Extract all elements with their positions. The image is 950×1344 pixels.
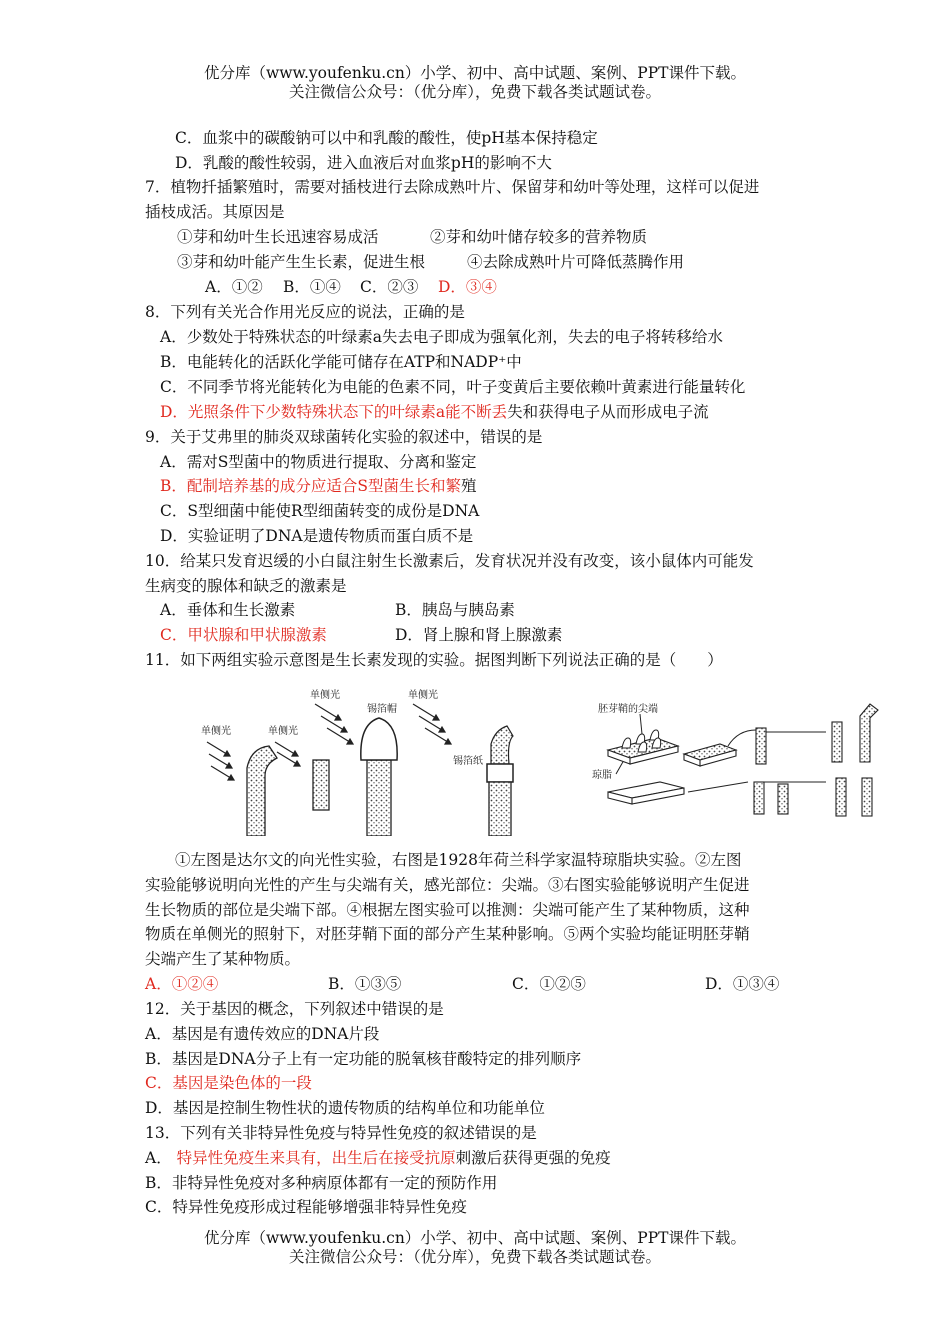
q11-para-line-3: 生长物质的部位是尖端下部。④根据左图实验可以推测：尖端可能产生了某种物质，这种	[145, 901, 750, 919]
q9-option-b	[160, 476, 477, 496]
q13-option-a-label: A．	[145, 1149, 172, 1167]
light-arrows-2	[275, 742, 300, 766]
q11-stem: 11．如下两组实验示意图是生长素发现的实验。据图判断下列说法正确的是（ ）	[145, 651, 723, 669]
q7-option-b: B．①④	[283, 278, 341, 296]
q6-option-d: D．乳酸的酸性较弱，进入血液后对血浆pH的影响不大	[175, 154, 552, 172]
q13-option-a-rest: 刺激后获得更强的免疫	[455, 1149, 611, 1167]
went-experiment-figure	[588, 700, 888, 820]
q11-option-d: D．①③④	[705, 975, 780, 993]
light-label-4: 单侧光	[408, 690, 438, 701]
q9-stem: 9．关于艾弗里的肺炎双球菌转化实验的叙述中，错误的是	[145, 428, 543, 446]
coleoptile-bent	[247, 746, 277, 836]
page-header	[0, 64, 950, 102]
footer-line-2: 关注微信公众号：（优分库），免费下载各类试题试卷。	[288, 1248, 661, 1266]
cap-label: 锡箔帽	[367, 704, 397, 715]
q12-option-a: A．基因是有遗传效应的DNA片段	[145, 1025, 380, 1043]
q11-option-a-answer: A．①②④	[145, 975, 219, 993]
footer-line-1: 优分库（www.youfenku.cn）小学、初中、高中试题、案例、PPT课件下载。	[203, 1229, 747, 1247]
foil-label: 锡箔纸	[453, 756, 483, 767]
light-arrows-3	[315, 704, 353, 744]
q10-option-c-answer: C．甲状腺和甲状腺激素	[160, 626, 327, 644]
q7-statement-1: ①芽和幼叶生长迅速容易成活	[177, 228, 379, 246]
q11-option-c: C．①②⑤	[512, 975, 586, 993]
q7-stem-line-1: 7．植物扦插繁殖时，需要对插枝进行去除成熟叶片、保留芽和幼叶等处理，这样可以促进	[145, 178, 760, 196]
agar-leader	[616, 760, 624, 774]
header-line-1: 优分库（www.youfenku.cn）小学、初中、高中试题、案例、PPT课件下载。	[203, 64, 747, 82]
coleoptile-lower-2	[778, 784, 788, 814]
light-arrows-1	[207, 742, 234, 780]
coleoptile-cut	[313, 760, 329, 810]
q11-para-line-1: ①左图是达尔文的向光性实验，右图是1928年荷兰科学家温特琼脂块实验。②左图	[175, 851, 742, 869]
coleoptile-lower-1	[754, 782, 764, 814]
light-label-2: 单侧光	[268, 726, 298, 737]
light-label-3: 单侧光	[310, 690, 340, 701]
coleoptile-lower-3	[836, 778, 846, 816]
coleoptile-upper-2	[832, 722, 842, 762]
q7-option-c: C．②③	[360, 278, 419, 296]
q8-option-c: C．不同季节将光能转化为电能的色素不同，叶子变黄后主要依赖叶黄素进行能量转化	[160, 378, 746, 396]
q13-option-a	[145, 1148, 611, 1168]
tip-label: 胚芽鞘的尖端	[598, 704, 658, 715]
q7-statement-3: ③芽和幼叶能产生生长素，促进生根	[177, 253, 426, 271]
q7-option-d-answer: D．③④	[438, 278, 497, 296]
q10-option-b: B．胰岛与胰岛素	[395, 601, 515, 619]
coleoptile-upper-bent	[860, 704, 878, 762]
q8-stem: 8．下列有关光合作用光反应的说法，正确的是	[145, 303, 465, 321]
q7-statement-4: ④去除成熟叶片可降低蒸腾作用	[467, 253, 685, 271]
q13-option-c: C．特异性免疫形成过程能够增强非特异性免疫	[145, 1198, 467, 1216]
header-line-2: 关注微信公众号：（优分库），免费下载各类试题试卷。	[288, 83, 661, 101]
coleoptile-upper-1	[756, 728, 766, 764]
q9-option-c: C．S型细菌中能使R型细菌转变的成份是DNA	[160, 502, 480, 520]
q12-stem: 12．关于基因的概念，下列叙述中错误的是	[145, 1000, 444, 1018]
q8-option-d-rest: 失和获得电子从而形成电子流	[507, 403, 709, 421]
q8-option-a: A．少数处于特殊状态的叶绿素a失去电子即成为强氧化剂，失去的电子将转移给水	[160, 328, 723, 346]
q10-stem-line-1: 10．给某只发育迟缓的小白鼠注射生长激素后，发育状况并没有改变，该小鼠体内可能发	[145, 552, 754, 570]
light-label-1: 单侧光	[201, 726, 231, 737]
q13-option-b: B．非特异性免疫对多种病原体都有一定的预防作用	[145, 1174, 498, 1192]
coleoptile-lower-4	[862, 778, 872, 816]
tip-leader	[640, 714, 642, 734]
coleoptile-capped-stem	[367, 760, 391, 836]
q11-para-line-4: 物质在单侧光的照射下，对胚芽鞘下面的部分产生某种影响。⑤两个实验均能证明胚芽鞘	[145, 925, 750, 943]
coleoptile-tip-exposed	[491, 726, 513, 764]
q12-option-c-answer: C．基因是染色体的一段	[145, 1074, 312, 1092]
q9-option-b-rest: 殖	[461, 477, 477, 495]
q9-option-a: A．需对S型菌中的物质进行提取、分离和鉴定	[160, 453, 477, 471]
q10-option-d: D．肾上腺和肾上腺激素	[395, 626, 563, 644]
q11-para-line-2: 实验能够说明向光性的产生与尖端有关，感光部位：尖端。③右图实验能够说明产生促进	[145, 876, 750, 894]
darwin-experiment-figure	[195, 684, 535, 836]
q12-option-d: D．基因是控制生物性状的遗传物质的结构单位和功能单位	[145, 1099, 545, 1117]
q11-option-b: B．①③⑤	[328, 975, 402, 993]
coleoptile-foil-stem	[489, 782, 511, 836]
q12-option-b: B．基因是DNA分子上有一定功能的脱氧核苷酸特定的排列顺序	[145, 1050, 582, 1068]
foil-cap	[361, 718, 397, 760]
q8-option-d	[160, 402, 709, 422]
q13-option-a-answer: 特异性免疫生来具有，出生后在接受抗原	[176, 1149, 456, 1167]
agar-label: 琼脂	[592, 770, 612, 781]
q8-option-b: B．电能转化的活跃化学能可储存在ATP和NADP⁺中	[160, 353, 522, 371]
page-footer	[0, 1229, 950, 1267]
q7-stem-line-2: 插枝成活。其原因是	[145, 203, 285, 221]
q7-statement-2: ②芽和幼叶储存较多的营养物质	[430, 228, 648, 246]
q9-option-b-answer: B．配制培养基的成分应适合S型菌生长和繁	[160, 477, 462, 495]
q9-option-d: D．实验证明了DNA是遗传物质而蛋白质不是	[160, 527, 474, 545]
q10-stem-line-2: 生病变的腺体和缺乏的激素是	[145, 577, 347, 595]
q6-option-c: C．血浆中的碳酸钠可以中和乳酸的酸性，使pH基本保持稳定	[175, 129, 598, 147]
q13-stem: 13．下列有关非特异性免疫与特异性免疫的叙述错误的是	[145, 1124, 537, 1142]
foil-sleeve	[487, 764, 513, 782]
q11-para-line-5: 尖端产生了某种物质。	[145, 950, 301, 968]
q7-option-a: A．①②	[205, 278, 263, 296]
q10-option-a: A．垂体和生长激素	[160, 601, 296, 619]
q8-option-d-answer: D．光照条件下少数特殊状态下的叶绿素a能不断丢	[160, 403, 508, 421]
light-arrows-4	[413, 704, 451, 744]
